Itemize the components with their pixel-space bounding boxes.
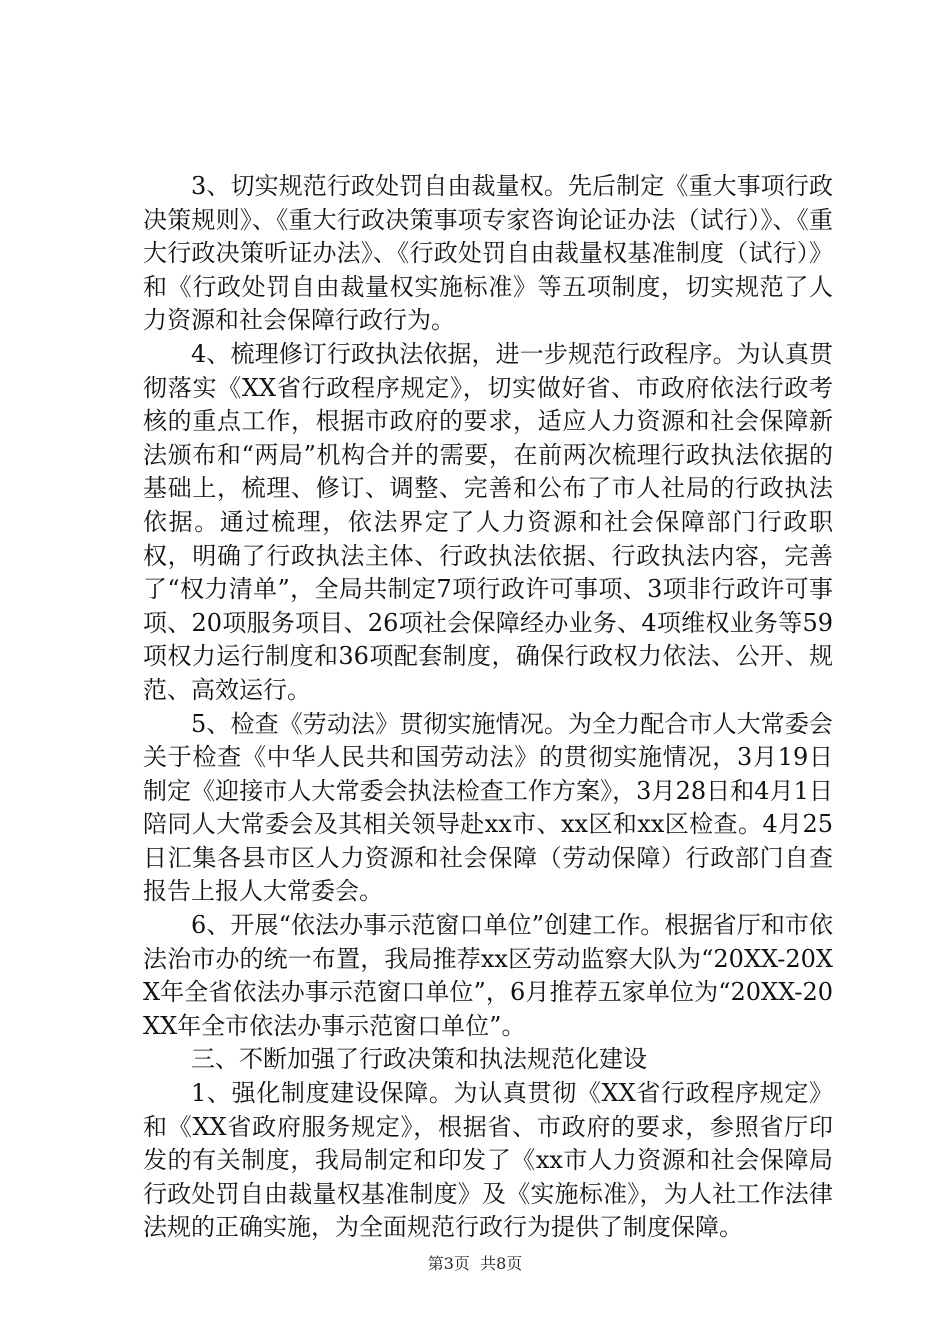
page-footer — [0, 1254, 950, 1274]
paragraph-item-5: 5、检查《劳动法》贯彻实施情况。为全力配合市人大常委会关于检查《中华人民共和国劳动法》的贯彻实施情况，3月19日制定《迎接市人大常委会执法检查工作方案》，3月28日和4月1日陪同人大常委会及其相关领导赴xx市、xx区和xx区检查。4月25日汇集各县市区人力资源和社会保障（劳动保障）行政部门自查报告上报人大常委会。 — [143, 709, 833, 906]
paragraph-item-6: 6、开展“依法办事示范窗口单位”创建工作。根据省厅和市依法治市办的统一布置，我局推荐xx区劳动监察大队为“20XX-20XX年全省依法办事示范窗口单位”，6月推荐五家单位为“20XX-20XX年全市依法办事示范窗口单位”。 — [143, 911, 833, 1040]
page-number-label: 第3页 共8页 — [427, 1254, 523, 1273]
paragraph-item-4: 4、梳理修订行政执法依据，进一步规范行政程序。为认真贯彻落实《XX省行政程序规定》，切实做好省、市政府依法行政考核的重点工作，根据市政府的要求，适应人力资源和社会保障新法颁布和“两局”机构合并的需要，在前两次梳理行政执法依据的基础上，梳理、修订、调整、完善和公布了市人社局的行政执法依据。通过梳理，依法界定了人力资源和社会保障部门行政职权，明确了行政执法主体、行政执法依据、行政执法内容，完善了“权力清单”，全局共制定7项行政许可事项、3项非行政许可事项、20项服务项目、26项社会保障经办业务、4项维权业务等59项权力运行制度和36项配套制度，确保行政权力依法、公开、规范、高效运行。 — [143, 339, 833, 704]
paragraph-item-3: 3、切实规范行政处罚自由裁量权。先后制定《重大事项行政决策规则》、《重大行政决策事项专家咨询论证办法（试行）》、《重大行政决策听证办法》、《行政处罚自由裁量权基准制度（试行）》和《行政处罚自由裁量权实施标准》等五项制度，切实规范了人力资源和社会保障行政行为。 — [143, 172, 833, 335]
document-body — [143, 170, 833, 1245]
section-heading: 三、不断加强了行政决策和执法规范化建设 — [191, 1045, 647, 1074]
paragraph-item-1: 1、强化制度建设保障。为认真贯彻《XX省行政程序规定》和《XX省政府服务规定》，根据省、市政府的要求，参照省厅印发的有关制度，我局制定和印发了《xx市人力资源和社会保障局行政处罚自由裁量权基准制度》及《实施标准》，为人社工作法律法规的正确实施，为全面规范行政行为提供了制度保障。 — [143, 1079, 833, 1242]
